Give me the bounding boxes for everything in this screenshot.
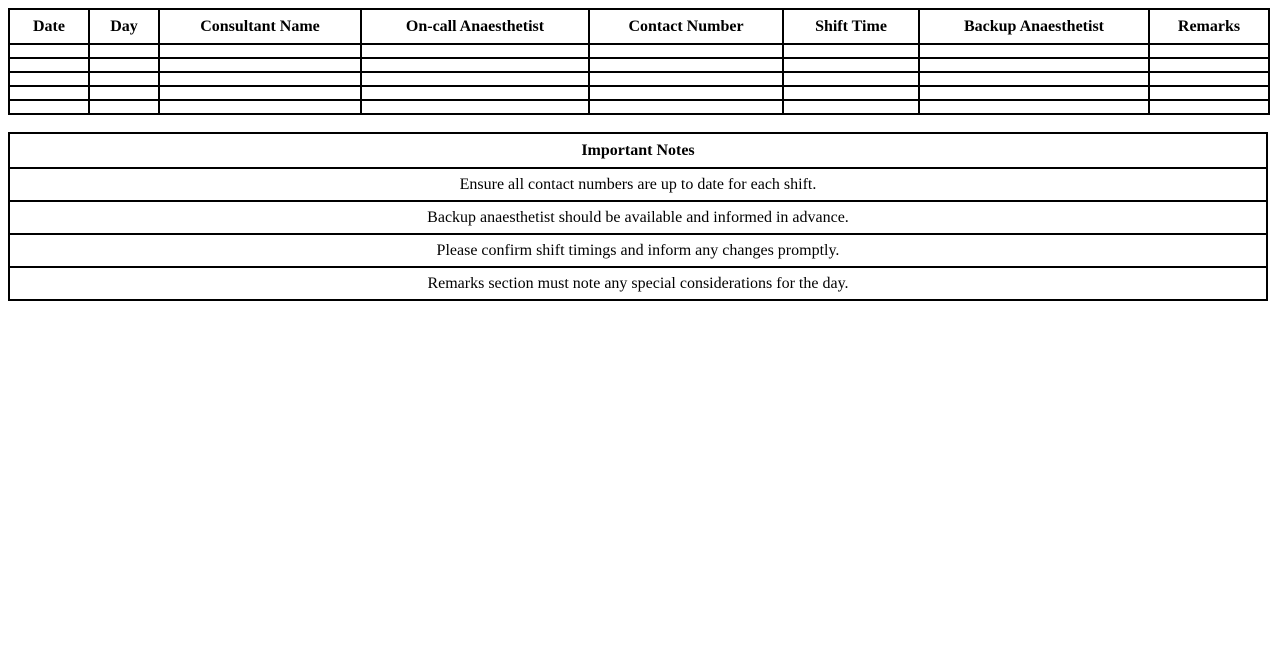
roster-header-date: Date <box>9 9 89 44</box>
roster-empty-cell <box>1149 72 1269 86</box>
note-text: Ensure all contact numbers are up to date for each shift. <box>9 168 1267 201</box>
note-row <box>9 168 1267 201</box>
note-text: Remarks section must note any special considerations for the day. <box>9 267 1267 300</box>
roster-empty-cell <box>919 86 1149 100</box>
roster-empty-cell <box>9 100 89 114</box>
roster-empty-cell <box>159 100 361 114</box>
roster-empty-cell <box>919 44 1149 58</box>
important-notes-table <box>8 132 1268 301</box>
note-row <box>9 201 1267 234</box>
roster-header-shift-time: Shift Time <box>783 9 919 44</box>
roster-empty-cell <box>919 72 1149 86</box>
roster-header-day: Day <box>89 9 159 44</box>
duty-roster-table <box>8 8 1270 115</box>
roster-empty-cell <box>89 44 159 58</box>
roster-header-backup-anaesthetist: Backup Anaesthetist <box>919 9 1149 44</box>
roster-empty-cell <box>159 44 361 58</box>
roster-empty-row <box>9 44 1269 58</box>
roster-header-oncall-anaesthetist: On-call Anaesthetist <box>361 9 589 44</box>
roster-empty-cell <box>361 44 589 58</box>
roster-empty-cell <box>89 100 159 114</box>
roster-empty-cell <box>1149 58 1269 72</box>
roster-empty-cell <box>89 58 159 72</box>
roster-empty-cell <box>1149 100 1269 114</box>
roster-empty-cell <box>783 86 919 100</box>
roster-empty-cell <box>1149 86 1269 100</box>
roster-empty-cell <box>89 72 159 86</box>
roster-empty-cell <box>159 58 361 72</box>
roster-empty-cell <box>9 86 89 100</box>
roster-empty-cell <box>919 100 1149 114</box>
roster-empty-cell <box>589 86 783 100</box>
roster-empty-cell <box>589 100 783 114</box>
note-row <box>9 267 1267 300</box>
note-row <box>9 234 1267 267</box>
roster-empty-cell <box>159 86 361 100</box>
roster-empty-cell <box>9 72 89 86</box>
roster-empty-row <box>9 100 1269 114</box>
roster-header-consultant-name: Consultant Name <box>159 9 361 44</box>
roster-empty-cell <box>589 58 783 72</box>
roster-empty-cell <box>361 72 589 86</box>
roster-header-row <box>9 9 1269 44</box>
roster-empty-row <box>9 72 1269 86</box>
roster-header-contact-number: Contact Number <box>589 9 783 44</box>
roster-empty-cell <box>919 58 1149 72</box>
roster-empty-row <box>9 86 1269 100</box>
roster-empty-cell <box>159 72 361 86</box>
note-text: Backup anaesthetist should be available and informed in advance. <box>9 201 1267 234</box>
roster-empty-cell <box>589 72 783 86</box>
roster-empty-cell <box>361 58 589 72</box>
notes-title: Important Notes <box>9 133 1267 168</box>
roster-empty-cell <box>589 44 783 58</box>
roster-empty-cell <box>89 86 159 100</box>
notes-header-row <box>9 133 1267 168</box>
roster-empty-cell <box>783 100 919 114</box>
roster-body <box>9 44 1269 114</box>
roster-empty-cell <box>783 72 919 86</box>
roster-empty-cell <box>361 100 589 114</box>
roster-empty-cell <box>361 86 589 100</box>
roster-empty-row <box>9 58 1269 72</box>
roster-empty-cell <box>783 44 919 58</box>
note-text: Please confirm shift timings and inform any changes promptly. <box>9 234 1267 267</box>
roster-empty-cell <box>1149 44 1269 58</box>
roster-empty-cell <box>9 58 89 72</box>
roster-header-remarks: Remarks <box>1149 9 1269 44</box>
roster-empty-cell <box>783 58 919 72</box>
roster-empty-cell <box>9 44 89 58</box>
notes-body <box>9 168 1267 300</box>
